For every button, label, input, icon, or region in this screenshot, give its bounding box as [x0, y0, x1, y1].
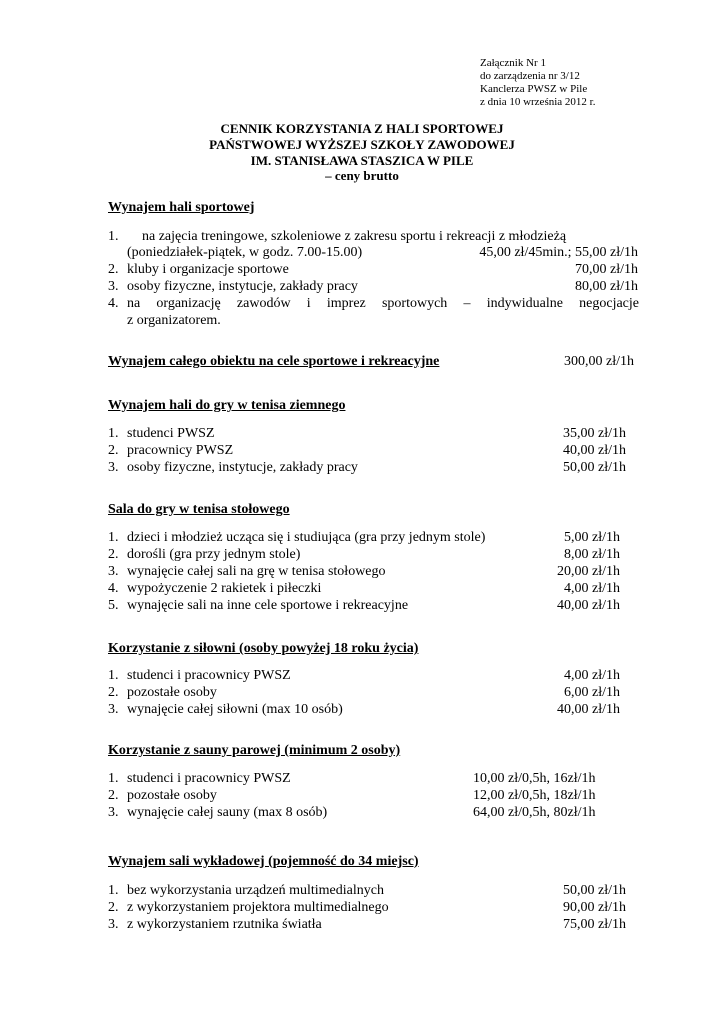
- item-text: wynajęcie całej sauny (max 8 osób): [127, 805, 328, 820]
- item-text: studenci i pracownicy PWSZ: [127, 771, 291, 786]
- item-price: 40,00 zł/1h: [557, 702, 620, 717]
- item-text: z wykorzystaniem projektora multimedialnego: [127, 900, 389, 915]
- item-price: 20,00 zł/1h: [557, 564, 620, 579]
- section-heading: Wynajem hali sportowej: [108, 200, 255, 215]
- item-text-cont: z organizatorem.: [127, 313, 221, 328]
- item-price: 45,00 zł/45min.; 55,00 zł/1h: [479, 245, 638, 260]
- item-price: 70,00 zł/1h: [575, 262, 638, 277]
- item-text: pozostałe osoby: [127, 788, 217, 803]
- item-text: dzieci i młodzież ucząca się i studiująca (gra przy jednym stole): [127, 530, 486, 545]
- item-text: z wykorzystaniem rzutnika światła: [127, 917, 322, 932]
- list-number: 4.: [108, 581, 119, 596]
- section-heading: Korzystanie z siłowni (osoby powyżej 18 roku życia): [108, 641, 419, 656]
- item-text: kluby i organizacje sportowe: [127, 262, 289, 277]
- item-text: dorośli (gra przy jednym stole): [127, 547, 301, 562]
- list-number: 2.: [108, 443, 119, 458]
- list-number: 1.: [108, 668, 119, 683]
- list-number: 3.: [108, 805, 119, 820]
- list-number: 3.: [108, 279, 119, 294]
- item-text-cont: (poniedziałek-piątek, w godz. 7.00-15.00): [127, 245, 363, 260]
- list-number: 2.: [108, 685, 119, 700]
- title-line-4: – ceny brutto: [325, 168, 399, 183]
- item-price: 35,00 zł/1h: [563, 426, 626, 441]
- section-heading: Korzystanie z sauny parowej (minimum 2 osoby): [108, 743, 401, 758]
- item-price: 40,00 zł/1h: [563, 443, 626, 458]
- title-line-3: IM. STANISŁAWA STASZICA W PILE: [250, 153, 474, 168]
- attachment-line-2: do zarządzenia nr 3/12: [480, 70, 580, 82]
- item-price: 50,00 zł/1h: [563, 883, 626, 898]
- list-number: 2.: [108, 262, 119, 277]
- item-text: wynajęcie całej sali na grę w tenisa stołowego: [127, 564, 386, 579]
- item-price: 4,00 zł/1h: [564, 581, 620, 596]
- item-text: osoby fizyczne, instytucje, zakłady pracy: [127, 279, 358, 294]
- list-number: 1.: [108, 771, 119, 786]
- item-text: pracownicy PWSZ: [127, 443, 234, 458]
- item-price: 12,00 zł/0,5h, 18zł/1h: [473, 788, 596, 803]
- item-text: bez wykorzystania urządzeń multimedialnych: [127, 883, 384, 898]
- list-number: 3.: [108, 917, 119, 932]
- list-number: 2.: [108, 900, 119, 915]
- title-line-2: PAŃSTWOWEJ WYŻSZEJ SZKOŁY ZAWODOWEJ: [209, 137, 515, 152]
- attachment-line-4: z dnia 10 września 2012 r.: [480, 96, 596, 108]
- item-text: studenci PWSZ: [127, 426, 215, 441]
- item-text: studenci i pracownicy PWSZ: [127, 668, 291, 683]
- item-text: wynajęcie sali na inne cele sportowe i rekreacyjne: [127, 598, 409, 613]
- item-text: pozostałe osoby: [127, 685, 217, 700]
- item-price: 10,00 zł/0,5h, 16zł/1h: [473, 771, 596, 786]
- list-number: 1.: [108, 530, 119, 545]
- section-heading: Wynajem całego obiektu na cele sportowe i rekreacyjne: [108, 354, 440, 369]
- list-number: 3.: [108, 564, 119, 579]
- attachment-line-3: Kanclerza PWSZ w Pile: [480, 83, 588, 95]
- list-number: 1.: [108, 229, 119, 244]
- list-number: 5.: [108, 598, 119, 613]
- item-price: 300,00 zł/1h: [564, 354, 634, 369]
- item-price: 75,00 zł/1h: [563, 917, 626, 932]
- list-number: 1.: [108, 426, 119, 441]
- list-number: 3.: [108, 460, 119, 475]
- list-number: 2.: [108, 788, 119, 803]
- list-number: 2.: [108, 547, 119, 562]
- item-text: wynajęcie całej siłowni (max 10 osób): [127, 702, 343, 717]
- attachment-line-1: Załącznik Nr 1: [480, 57, 546, 69]
- item-text: na zajęcia treningowe, szkoleniowe z zakresu sportu i rekreacji z młodzieżą: [142, 229, 567, 244]
- item-text: wypożyczenie 2 rakietek i piłeczki: [127, 581, 322, 596]
- item-price: 5,00 zł/1h: [564, 530, 620, 545]
- title-line-1: CENNIK KORZYSTANIA Z HALI SPORTOWEJ: [220, 121, 504, 136]
- section-heading: Sala do gry w tenisa stołowego: [108, 502, 290, 517]
- item-price: 4,00 zł/1h: [564, 668, 620, 683]
- list-number: 4.: [108, 296, 119, 311]
- item-price: 50,00 zł/1h: [563, 460, 626, 475]
- item-price: 90,00 zł/1h: [563, 900, 626, 915]
- item-price: 8,00 zł/1h: [564, 547, 620, 562]
- section-heading: Wynajem hali do gry w tenisa ziemnego: [108, 398, 346, 413]
- list-number: 1.: [108, 883, 119, 898]
- item-text: na organizację zawodów i imprez sportowych – indywidualne negocjacje: [127, 296, 639, 311]
- list-number: 3.: [108, 702, 119, 717]
- item-price: 80,00 zł/1h: [575, 279, 638, 294]
- item-price: 6,00 zł/1h: [564, 685, 620, 700]
- item-text: osoby fizyczne, instytucje, zakłady pracy: [127, 460, 358, 475]
- item-price: 64,00 zł/0,5h, 80zł/1h: [473, 805, 596, 820]
- item-price: 40,00 zł/1h: [557, 598, 620, 613]
- section-heading: Wynajem sali wykładowej (pojemność do 34 miejsc): [108, 854, 419, 869]
